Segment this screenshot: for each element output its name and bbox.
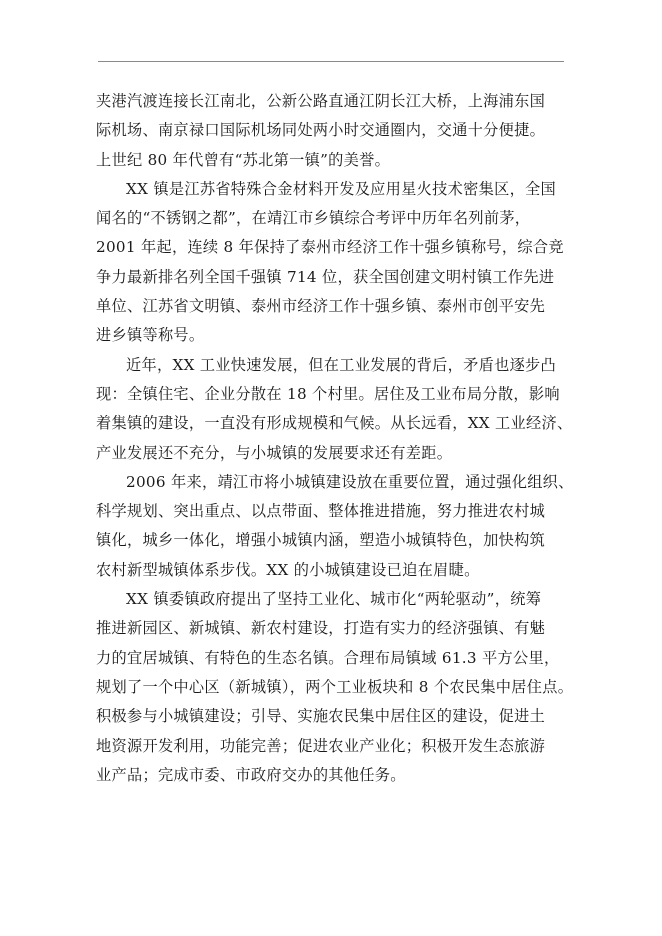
text-line: 闻名的“不锈钢之都”，在靖江市乡镇综合考评中历年名列前茅，	[96, 209, 531, 228]
body-text	[96, 87, 574, 790]
text-line: 推进新园区、新城镇、新农村建设，打造有实力的经济强镇、有魅	[96, 619, 546, 638]
paragraph	[96, 87, 566, 175]
text-line: 进乡镇等称号。	[96, 326, 205, 345]
text-line: 现：全镇住宅、企业分散在 18 个村里。居住及工业布局分散，影响	[96, 384, 560, 403]
paragraph	[96, 175, 566, 351]
text-line: 争力最新排名列全国千强镇 714 位，获全国创建文明村镇工作先进	[96, 267, 555, 286]
paragraph	[96, 468, 574, 585]
text-line: 夹港汽渡连接长江南北，公新公路直通江阴长江大桥，上海浦东国	[96, 92, 546, 110]
text-line: 规划了一个中心区（新城镇），两个工业板块和 8 个农民集中居住点。	[96, 677, 574, 696]
text-line: 2001 年起，连续 8 年保持了泰州市经济工作十强乡镇称号，综合竞	[96, 238, 564, 257]
text-line: 2006 年来，靖江市将小城镇建设放在重要位置，通过强化组织、	[126, 472, 574, 491]
paragraph	[96, 585, 574, 790]
text-line: 镇化，城乡一体化，增强小城镇内涵，塑造小城镇特色，加快构筑	[96, 531, 546, 550]
text-line: 上世纪 80 年代曾有“苏北第一镇”的美誉。	[96, 150, 391, 169]
text-line: 科学规划、突出重点、以点带面、整体推进措施，努力推进农村城	[96, 502, 546, 521]
text-line: 际机场、南京禄口国际机场同处两小时交通圈内，交通十分便捷。	[96, 121, 546, 140]
text-line: 近年，XX 工业快速发展，但在工业发展的背后，矛盾也逐步凸	[126, 355, 557, 374]
text-line: 地资源开发利用，功能完善；促进农业产业化；积极开发生态旅游	[96, 736, 546, 755]
text-line: 产业发展还不充分，与小城镇的发展要求还有差距。	[96, 443, 453, 462]
text-line: 农村新型城镇体系步伐。XX 的小城镇建设已迫在眉睫。	[96, 560, 480, 579]
text-line: 着集镇的建设，一直没有形成规模和气候。从长远看，XX 工业经济、	[96, 414, 573, 433]
text-line: XX 镇是江苏省特殊合金材料开发及应用星火技术密集区，全国	[126, 179, 557, 198]
text-line: 单位、江苏省文明镇、泰州市经济工作十强乡镇、泰州市创平安先	[96, 297, 546, 316]
text-line: 业产品；完成市委、市政府交办的其他任务。	[96, 765, 406, 784]
text-line: XX 镇委镇政府提出了坚持工业化、城市化“两轮驱动”，统筹	[126, 590, 542, 609]
text-line: 积极参与小城镇建设；引导、实施农民集中居住区的建设，促进土	[96, 707, 546, 726]
paragraph	[96, 351, 573, 468]
header-rule	[98, 61, 564, 62]
text-line: 力的宜居城镇、有特色的生态名镇。合理布局镇域 61.3 平方公里，	[96, 648, 560, 667]
